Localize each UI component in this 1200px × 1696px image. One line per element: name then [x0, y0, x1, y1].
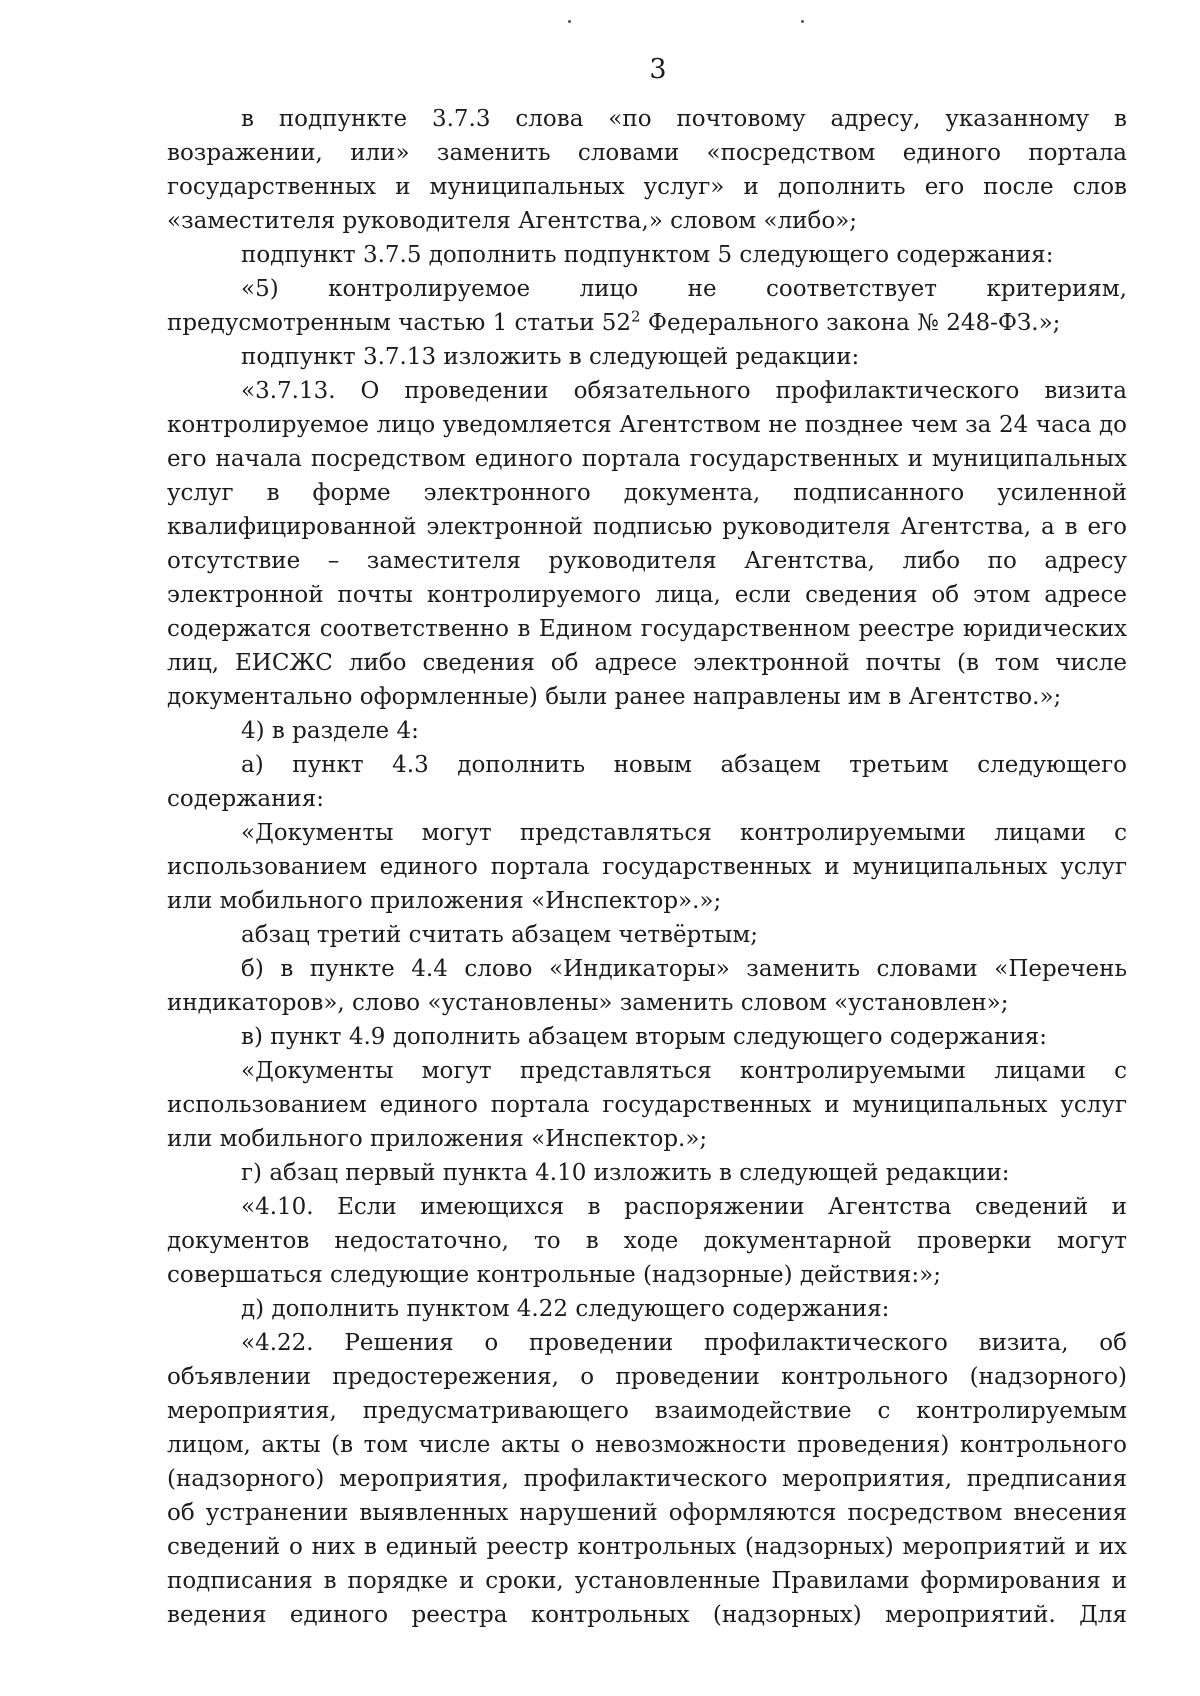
superscript: 2 — [631, 307, 641, 326]
paragraph: в) пункт 4.9 дополнить абзацем вторым следующего содержания: — [241, 1024, 1047, 1050]
paragraph: подпункт 3.7.5 дополнить подпунктом 5 следующего содержания: — [241, 242, 1054, 268]
paragraph: «3.7.13. О проведении обязательного профилактического визита контролируемое лицо уведомляется Агентством не позднее чем за 24 часа до его начала посредством единого портала государственных и муниципальных услуг в форме электронного документа, подписанного усиленной квалифицированной электронной подписью руководителя Агентства, а в его отсутствие – заместителя руководителя Агентства, либо по адресу электронной почты контролируемого лица, если сведения об этом адресе содержатся соответственно в Едином государственном реестре юридических лиц, ЕИСЖС либо сведения об адресе электронной почты (в том числе документально оформленные) были ранее направлены им в Агентство.»; — [167, 378, 1127, 710]
paragraph: в подпункте 3.7.3 слова «по почтовому адресу, указанному в возражении, или» заменить словами «посредством единого портала государственных и муниципальных услуг» и дополнить его после слов «заместителя руководителя Агентства,» словом «либо»; — [167, 106, 1127, 234]
scan-speck — [568, 20, 571, 23]
paragraph: подпункт 3.7.13 изложить в следующей редакции: — [241, 344, 860, 370]
document-body — [167, 102, 1127, 1632]
paragraph: б) в пункте 4.4 слово «Индикаторы» заменить словами «Перечень индикаторов», слово «установлены» заменить словом «установлен»; — [167, 956, 1127, 1016]
paragraph: 4) в разделе 4: — [241, 718, 419, 744]
paragraph-text: Федерального закона № 248-ФЗ.»; — [640, 310, 1061, 336]
paragraph: г) абзац первый пункта 4.10 изложить в следующей редакции: — [241, 1160, 1010, 1186]
paragraph: «Документы могут представляться контролируемыми лицами с использованием единого портала государственных и муниципальных услуг или мобильного приложения «Инспектор».»; — [167, 820, 1127, 914]
paragraph — [167, 272, 1127, 340]
paragraph-text: «5) контролируемое лицо не соответствует критериям, предусмотренным частью 1 статьи 52 — [167, 276, 1127, 336]
paragraph: «4.22. Решения о проведении профилактического визита, об объявлении предостережения, о проведении контрольного (надзорного) мероприятия, предусматривающего взаимодействие с контролируемым лицом, акты (в том числе акты о невозможности проведения) контрольного (надзорного) мероприятия, профилактического мероприятия, предписания об устранении выявленных нарушений оформляются посредством внесения сведений о них в единый реестр контрольных (надзорных) мероприятий и их подписания в порядке и сроки, установленные Правилами формирования и ведения единого реестра контрольных (надзорных) мероприятий. Для — [167, 1330, 1127, 1628]
page-number: 3 — [649, 54, 667, 85]
paragraph: «Документы могут представляться контролируемыми лицами с использованием единого портала государственных и муниципальных услуг или мобильного приложения «Инспектор.»; — [167, 1058, 1127, 1152]
scan-speck — [801, 20, 804, 23]
paragraph: «4.10. Если имеющихся в распоряжении Агентства сведений и документов недостаточно, то в ходе документарной проверки могут совершаться следующие контрольные (надзорные) действия:»; — [167, 1194, 1127, 1288]
paragraph: абзац третий считать абзацем четвёртым; — [241, 922, 758, 948]
paragraph: а) пункт 4.3 дополнить новым абзацем третьим следующего содержания: — [167, 752, 1127, 812]
paragraph: д) дополнить пунктом 4.22 следующего содержания: — [241, 1296, 890, 1322]
